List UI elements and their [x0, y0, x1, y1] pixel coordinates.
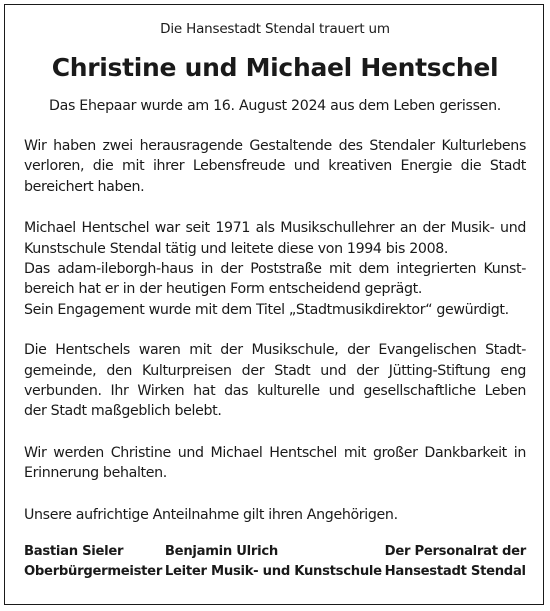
text-line: Die Hentschels waren mit der Musikschule, der Evangelischen Stadt-: [24, 342, 526, 359]
signature-name: Bastian Sieler: [24, 544, 124, 560]
signature-school-director: [165, 542, 382, 582]
paragraph-remembrance: [24, 443, 526, 484]
text-line: bereichert haben.: [24, 178, 145, 195]
paragraph-hentschels: [24, 340, 526, 422]
text-line: gemeinde, den Kulturpreisen der Stadt und der Jütting-Stiftung eng: [24, 362, 526, 379]
signature-role: Oberbürgermeister: [24, 564, 163, 580]
paragraph-condolence: [24, 505, 526, 525]
text-line: bereich hat er in der heutigen Form entscheidend geprägt.: [24, 281, 423, 298]
text-line: Michael Hentschel war seit 1971 als Musikschullehrer an der Musik- und: [24, 220, 526, 237]
notice-title: Christine und Michael Hentschel: [51, 53, 499, 82]
paragraph-tribute: [24, 136, 526, 197]
notice-subtitle: Das Ehepaar wurde am 16. August 2024 aus dem Leben gerissen.: [48, 98, 502, 114]
text-line: der Stadt maßgeblich belebt.: [24, 403, 222, 420]
text-line: Das adam-ileborgh-haus in der Poststraße mit dem integrierten Kunst-: [24, 261, 526, 278]
text-line: Wir haben zwei herausragende Gestaltende des Stendaler Kulturlebens: [24, 138, 526, 154]
signature-name: Benjamin Ulrich: [164, 544, 278, 560]
signature-name: Der Personalrat der: [384, 544, 526, 560]
text-line: verbunden. Ihr Wirken hat das kulturelle und gesellschaftliche Leben: [24, 383, 526, 400]
text-line: Sein Engagement wurde mit dem Titel „Stadtmusikdirektor“ gewürdigt.: [24, 301, 509, 318]
text-line: verloren, die mit ihrer Lebensfreude und kreativen Energie die Stadt: [24, 158, 526, 175]
signature-role: Hansestadt Stendal: [384, 564, 526, 580]
signature-staff-council: [385, 542, 526, 582]
obituary-notice: [24, 20, 526, 582]
paragraph-michael: [24, 218, 526, 320]
text-line: Unsere aufrichtige Anteilnahme gilt ihren Angehörigen.: [24, 506, 398, 523]
signature-block: [24, 542, 526, 582]
signature-role: Leiter Musik- und Kunstschule: [164, 564, 382, 580]
signature-mayor: [24, 542, 162, 582]
intro-line: Die Hansestadt Stendal trauert um: [160, 21, 390, 37]
text-line: Erinnerung behalten.: [24, 465, 167, 482]
text-line: Kunstschule Stendal tätig und leitete diese von 1994 bis 2008.: [24, 240, 449, 257]
text-line: Wir werden Christine und Michael Hentschel mit großer Dankbarkeit in: [24, 444, 526, 461]
